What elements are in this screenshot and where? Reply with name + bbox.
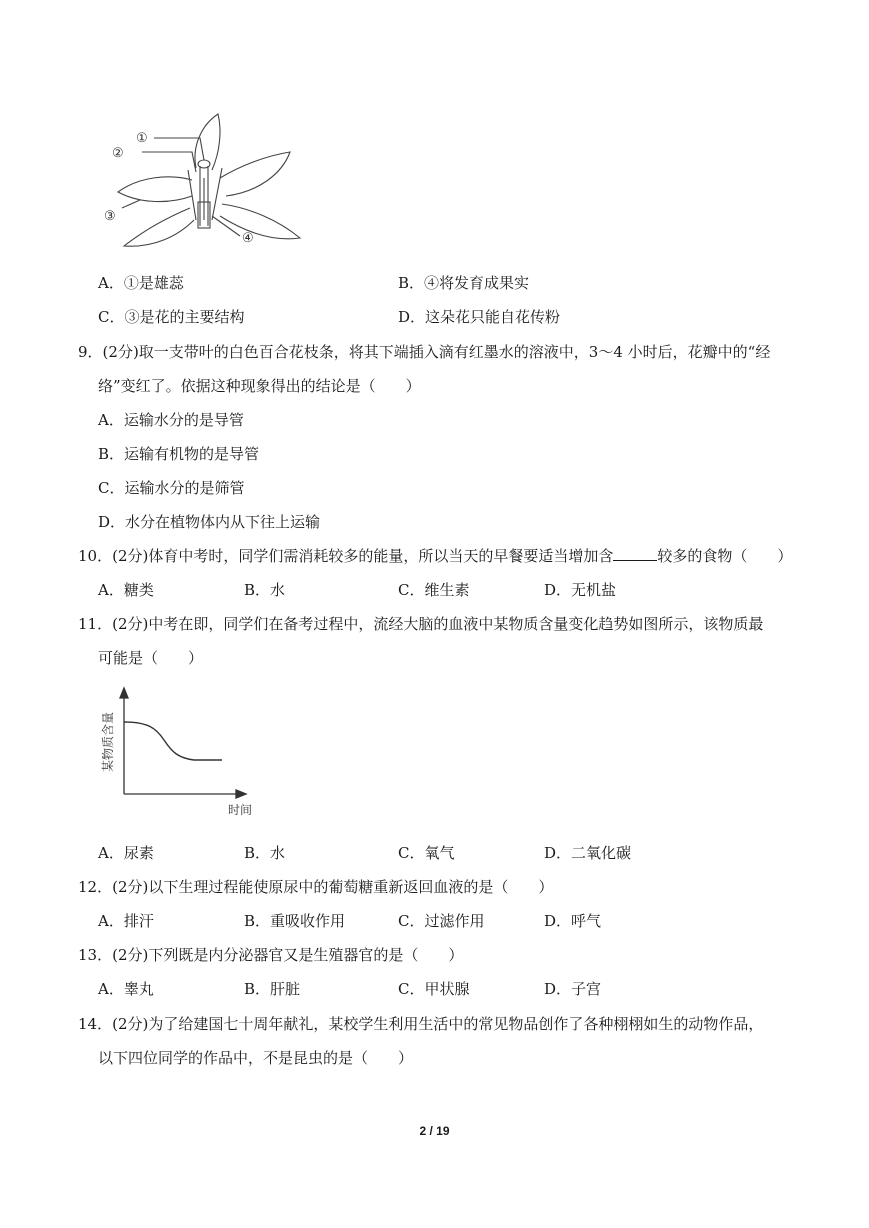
graph-ylabel: 某物质含量 [101, 711, 115, 772]
q9-option-a: A．运输水分的是导管 [98, 411, 244, 429]
q14-stem-line2: 以下四位同学的作品中，不是昆虫的是（ ） [98, 1049, 414, 1067]
q12-option-b: B．重吸收作用 [244, 912, 346, 930]
q8-option-d: D．这朵花只能自花传粉 [398, 308, 561, 326]
q10-option-d: D．无机盐 [544, 581, 617, 599]
q11-option-b: B．水 [244, 844, 286, 862]
q8-option-c: C．③是花的主要结构 [98, 308, 245, 326]
q11-stem-line2: 可能是（ ） [98, 649, 204, 667]
q11-option-a: A．尿素 [98, 844, 154, 862]
graph-xlabel: 时间 [228, 803, 253, 817]
q12-stem: 12．(2分)以下生理过程能使原尿中的葡萄糖重新返回血液的是（ ） [78, 878, 554, 896]
q9-option-c: C．运输水分的是筛管 [98, 479, 245, 497]
q9-option-b: B．运输有机物的是导管 [98, 445, 260, 463]
x-axis-arrow [236, 790, 246, 798]
q9-stem-line2: 络”变红了。依据这种现象得出的结论是（ ） [98, 377, 421, 395]
flower-diagram [100, 108, 310, 250]
q12-option-d: D．呼气 [544, 912, 602, 930]
q8-option-a: A．①是雄蕊 [98, 274, 184, 292]
trend-graph [90, 686, 270, 822]
q10-option-c: C．维生素 [398, 581, 470, 599]
q13-stem: 13．(2分)下列既是内分泌器官又是生殖器官的是（ ） [78, 946, 464, 964]
q10-option-b: B．水 [244, 581, 286, 599]
y-axis-arrow [120, 688, 128, 698]
label-4: ④ [242, 231, 254, 246]
q10-stem-part1: 10．(2分)体育中考时，同学们需消耗较多的能量，所以当天的早餐要适当增加含 [78, 547, 614, 565]
q9-stem-line1: 9．(2分)取一支带叶的白色百合花枝条，将其下端插入滴有红墨水的溶液中，3～4 小时后，花瓣中的“经 [78, 343, 771, 361]
q10-stem-part2: 较多的食物（ ） [657, 547, 793, 565]
q10-blank [613, 546, 657, 561]
label-1: ① [136, 131, 148, 146]
q12-option-a: A．排汗 [98, 912, 154, 930]
label-3: ③ [104, 209, 116, 224]
label-2: ② [112, 146, 124, 161]
page-number: 2 / 19 [419, 1124, 450, 1138]
q10-stem [78, 545, 792, 566]
q13-option-d: D．子宫 [544, 980, 602, 998]
q11-option-d: D．二氧化碳 [544, 844, 632, 862]
trend-curve [124, 722, 222, 760]
q13-option-c: C．甲状腺 [398, 980, 470, 998]
q8-option-b: B．④将发育成果实 [398, 274, 530, 292]
q13-option-b: B．肝脏 [244, 980, 301, 998]
q14-stem-line1: 14．(2分)为了给建国七十周年献礼，某校学生利用生活中的常见物品创作了各种栩栩如生的动物作品， [78, 1015, 764, 1033]
q11-option-c: C．氧气 [398, 844, 455, 862]
q13-option-a: A．睾丸 [98, 980, 154, 998]
q12-option-c: C．过滤作用 [398, 912, 485, 930]
q10-option-a: A．糖类 [98, 581, 154, 599]
q9-option-d: D．水分在植物体内从下往上运输 [98, 513, 321, 531]
q11-stem-line1: 11．(2分)中考在即，同学们在备考过程中，流经大脑的血液中某物质含量变化趋势如图所示，该物质最 [78, 615, 764, 633]
